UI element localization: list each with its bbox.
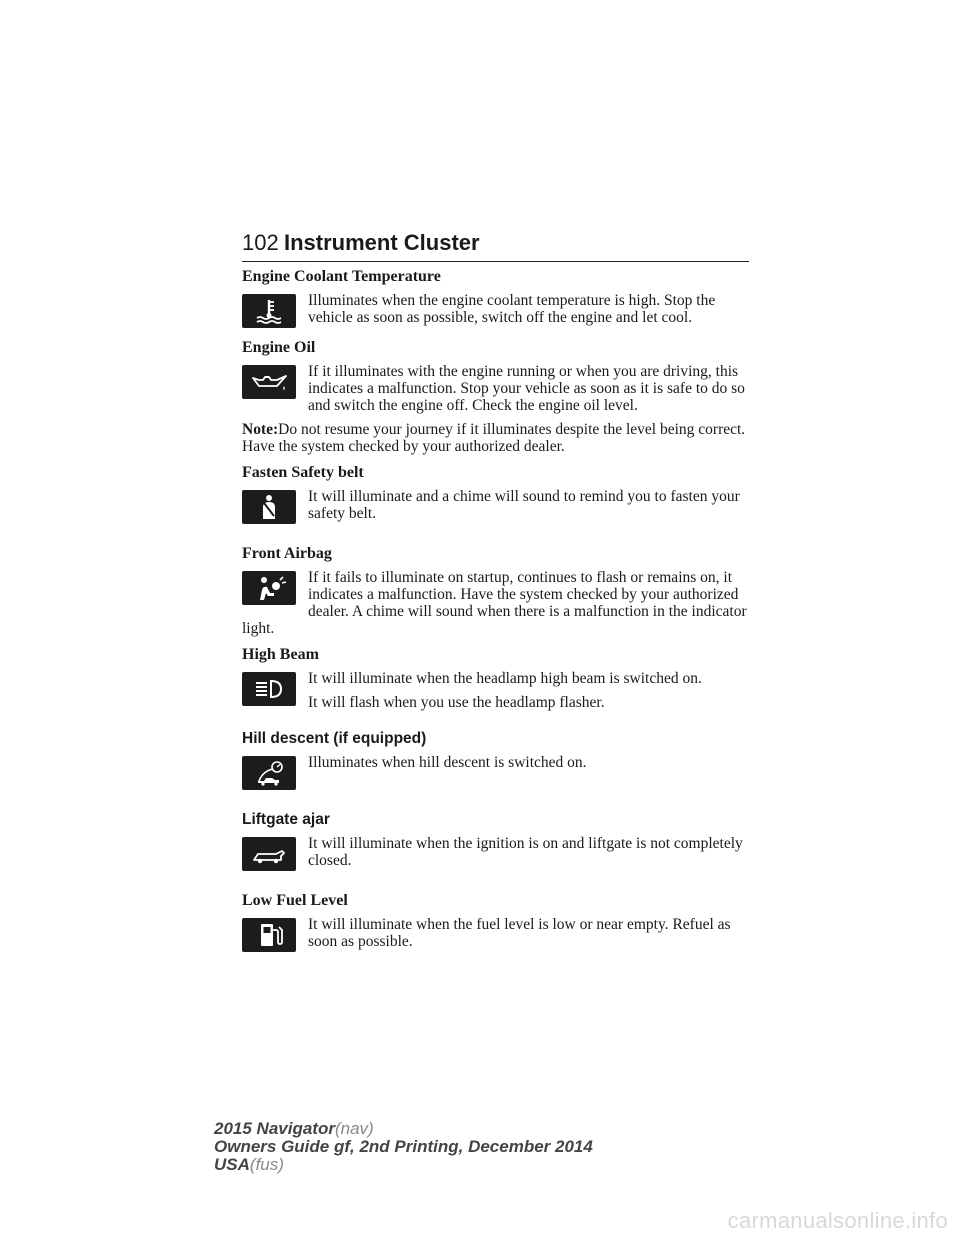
- section-description: Illuminates when hill descent is switched on.: [308, 754, 587, 771]
- section-description: It will illuminate when the fuel level is low or near empty. Refuel as soon as possible.: [308, 916, 731, 950]
- section-high-beam: [242, 645, 752, 711]
- section-heading: Fasten Safety belt: [242, 464, 364, 481]
- section-liftgate-ajar: [242, 810, 752, 873]
- section-heading: Liftgate ajar: [242, 811, 330, 828]
- footer-model: 2015 Navigator: [214, 1119, 335, 1138]
- section-description: Illuminates when the engine coolant temperature is high. Stop the vehicle as soon as possible, switch off the engine and let cool.: [308, 292, 716, 326]
- publication-footer: [214, 1120, 593, 1174]
- footer-line-3: [214, 1156, 593, 1174]
- oil-can-icon: [242, 365, 296, 399]
- section-description: It will illuminate when the headlamp high beam is switched on.: [308, 670, 702, 687]
- section-heading: Engine Coolant Temperature: [242, 268, 441, 285]
- hill-descent-icon: [242, 756, 296, 790]
- footer-market: USA: [214, 1155, 250, 1174]
- section-engine-coolant: [242, 267, 752, 330]
- page-number: 102: [242, 230, 279, 255]
- watermark: carmanualsonline.info: [727, 1208, 948, 1233]
- footer-market-code: (fus): [249, 1155, 284, 1174]
- section-heading: Low Fuel Level: [242, 892, 348, 909]
- chapter-title: Instrument Cluster: [284, 230, 480, 255]
- section-engine-oil: [242, 338, 752, 455]
- section-heading: Front Airbag: [242, 545, 332, 562]
- section-low-fuel-level: [242, 891, 752, 954]
- footer-model-code: (nav): [334, 1119, 374, 1138]
- section-description: If it fails to illuminate on startup, continues to flash or remains on, it indicates a malfunction. Have the system checked by your authorized dealer. A chime will sound when there is a malfunction in the indicator light.: [242, 569, 747, 637]
- page-header: [242, 229, 749, 262]
- section-heading: High Beam: [242, 646, 319, 663]
- footer-line-2: Owners Guide gf, 2nd Printing, December 2014: [214, 1137, 593, 1156]
- section-description: It will flash when you use the headlamp flasher.: [308, 694, 605, 711]
- seatbelt-icon: [242, 490, 296, 524]
- coolant-temperature-icon: [242, 294, 296, 328]
- high-beam-icon: [242, 672, 296, 706]
- note: [242, 421, 752, 455]
- section-fasten-safety-belt: [242, 463, 752, 526]
- section-description: If it illuminates with the engine running or when you are driving, this indicates a malfunction. Stop your vehicle as soon as it is safe to do so and switch the engine off. Check the engine oil level.: [308, 363, 745, 414]
- liftgate-ajar-icon: [242, 837, 296, 871]
- note-text: Do not resume your journey if it illuminates despite the level being correct. Have the system checked by your authorized dealer.: [242, 421, 746, 455]
- section-front-airbag: [242, 544, 752, 637]
- note-label: Note:: [242, 421, 279, 438]
- section-heading: Hill descent (if equipped): [242, 730, 427, 747]
- section-description: It will illuminate and a chime will sound to remind you to fasten your safety belt.: [308, 488, 740, 522]
- fuel-pump-icon: [242, 918, 296, 952]
- footer-line-1: [214, 1120, 593, 1138]
- section-heading: Engine Oil: [242, 339, 316, 356]
- page-content: [242, 267, 752, 954]
- section-description: It will illuminate when the ignition is on and liftgate is not completely closed.: [308, 835, 743, 869]
- section-hill-descent: [242, 729, 752, 792]
- airbag-icon: [242, 571, 296, 605]
